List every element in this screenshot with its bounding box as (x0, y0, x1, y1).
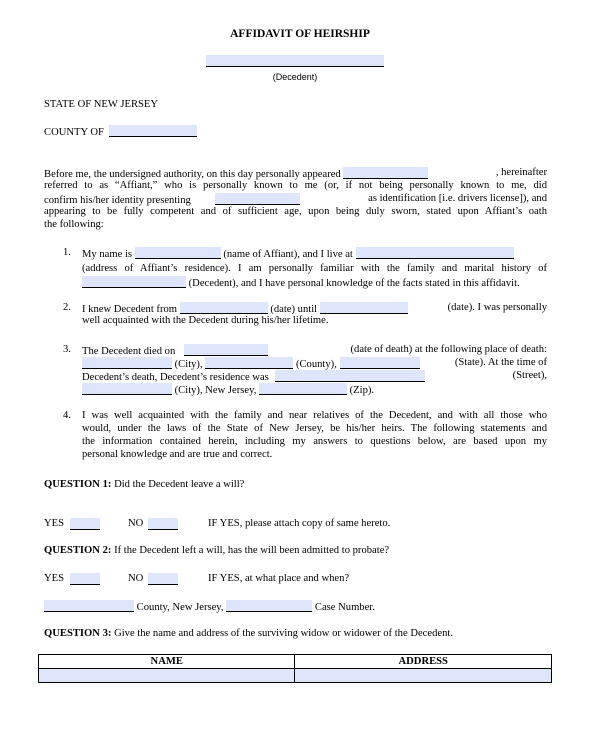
item-1-text-a: My name is (82, 249, 133, 260)
question-1-no-label: NO (128, 518, 144, 529)
item-4-line-1 (82, 410, 547, 422)
question-1-label: QUESTION 1: (44, 479, 112, 490)
probate-county-field[interactable] (44, 600, 134, 612)
question-2-text: If the Decedent left a will, has the will been admitted to probate? (114, 545, 390, 556)
question-3-label: QUESTION 3: (44, 628, 112, 639)
item-3-number: 3. (63, 344, 71, 355)
affiant-name-field[interactable] (135, 247, 221, 259)
intro-text-1a: Before me, the undersigned authority, on this day personally appeared (44, 169, 341, 180)
question-1-text: Did the Decedent leave a will? (114, 479, 245, 490)
question-2-yes-label: YES (44, 573, 65, 584)
item-1-number: 1. (63, 247, 71, 258)
state-line: STATE OF NEW JERSEY (44, 99, 159, 110)
decedent-name-field[interactable] (206, 55, 384, 67)
address-column-header: ADDRESS (295, 655, 552, 669)
residence-zip-field[interactable] (259, 383, 347, 395)
item-4-text-3: the information contained herein, including my answers to questions below, are based upon my (82, 436, 547, 447)
death-city-field[interactable] (82, 357, 172, 369)
item-2-line-2 (82, 315, 329, 327)
item-1-text-b: (name of Affiant), and I live at (223, 249, 353, 260)
item-4-line-2 (82, 423, 547, 435)
county-field[interactable] (109, 125, 197, 137)
question-2 (44, 545, 389, 557)
question-1-ifyes: IF YES, please attach copy of same hereto. (208, 518, 391, 529)
item-2-line-1 (82, 302, 547, 316)
question-1 (44, 479, 244, 491)
item-3-text-f: Decedent’s death, Decedent’s residence was (82, 372, 269, 383)
decedent-label: (Decedent) (272, 72, 318, 82)
question-2-label: QUESTION 2: (44, 545, 112, 556)
question-1-yes-label: YES (44, 518, 65, 529)
item-4-line-3 (82, 436, 547, 448)
intro-text-2: referred to as “Affiant,” who is personally known to me (or, if not being personally known to me, did (44, 180, 547, 191)
question-2-no-field[interactable] (148, 573, 178, 585)
intro-line-5 (44, 219, 104, 231)
question-3-text: Give the name and address of the surviving widow or widower of the Decedent. (114, 628, 453, 639)
document-title: AFFIDAVIT OF HEIRSHIP (230, 28, 370, 40)
intro-text-3a: confirm his/her identity presenting (44, 195, 191, 206)
item-2-text-b: (date) until (270, 304, 318, 315)
item-1-text-c: (address of Affiant’s residence). I am personally familiar with the family and marital history of (82, 263, 547, 274)
intro-line-2 (44, 180, 547, 192)
county-label: COUNTY OF (44, 127, 104, 138)
item-4-number: 4. (63, 410, 71, 421)
date-of-death-field[interactable] (184, 344, 268, 356)
residence-city-field[interactable] (82, 383, 172, 395)
identification-field[interactable] (215, 193, 300, 205)
item-2-text-a: I knew Decedent from (82, 304, 178, 315)
question-2-ifyes: IF YES, at what place and when? (208, 573, 350, 584)
item-3-text-b: (date of death) at the following place of death: (350, 344, 547, 355)
item-3-line-4 (82, 383, 374, 397)
item-1-line-1 (82, 247, 547, 261)
probate-case-text: Case Number. (314, 602, 375, 613)
question-1-yes-field[interactable] (70, 518, 100, 530)
question-2-yes-field[interactable] (70, 573, 100, 585)
item-4-text-4: personal knowledge and are true and correct. (82, 449, 273, 460)
item-3-text-c: (City), (174, 359, 203, 370)
table-row (39, 669, 552, 683)
date-until-field[interactable] (320, 302, 408, 314)
intro-text-1b: , hereinafter (495, 167, 547, 178)
question-1-no-field[interactable] (148, 518, 178, 530)
death-state-field[interactable] (340, 357, 420, 369)
widow-address-cell[interactable] (295, 669, 552, 683)
question-3 (44, 628, 453, 640)
item-3-line-3 (82, 370, 547, 384)
widow-table (38, 654, 552, 683)
item-3-text-h: (City), New Jersey, (174, 385, 257, 396)
item-3-text-g: (Street), (512, 370, 547, 381)
widow-name-cell[interactable] (39, 669, 295, 683)
item-1-line-3 (82, 276, 520, 290)
residence-street-field[interactable] (275, 370, 425, 382)
item-3-line-1 (82, 344, 547, 358)
item-3-text-a: The Decedent died on (82, 346, 176, 357)
intro-line-1 (44, 167, 547, 181)
probate-county-text: County, New Jersey, (136, 602, 224, 613)
item-3-text-d: (County), (295, 359, 337, 370)
item-3-text-e: (State). At the time of (454, 357, 547, 368)
intro-text-3b: as identification [i.e. drivers license]), and (368, 193, 547, 204)
item-2-text-c: (date). I was personally (447, 302, 547, 313)
affiant-appeared-field[interactable] (343, 167, 428, 179)
item-2-number: 2. (63, 302, 71, 313)
item-1-text-d: (Decedent), and I have personal knowledge of the facts stated in this affidavit. (188, 278, 520, 289)
item-4-text-2: would, under the laws of the State of New Jersey, be his/her heirs. The following statements and (82, 423, 547, 434)
decedent-field-item1[interactable] (82, 276, 186, 288)
probate-line (44, 600, 375, 614)
item-4-text-1: I was well acquainted with the family and near relatives of the Decedent, and with all those who (82, 410, 547, 421)
affiant-address-field[interactable] (356, 247, 514, 259)
intro-text-4: appearing to be fully competent and of sufficient age, upon being duly sworn, stated upon Affiant’s oath (44, 206, 547, 217)
intro-text-5: the following: (44, 219, 104, 230)
widow-table-header (39, 655, 552, 669)
item-4-line-4 (82, 449, 272, 461)
intro-line-3 (44, 193, 547, 207)
death-county-field[interactable] (205, 357, 293, 369)
item-2-text-d: well acquainted with the Decedent during his/her lifetime. (82, 315, 329, 326)
item-3-text-i: (Zip). (349, 385, 375, 396)
probate-case-field[interactable] (226, 600, 312, 612)
date-from-field[interactable] (180, 302, 268, 314)
intro-line-4 (44, 206, 547, 218)
question-2-no-label: NO (128, 573, 144, 584)
item-1-line-2 (82, 263, 547, 275)
county-line (44, 125, 197, 139)
name-column-header: NAME (39, 655, 295, 669)
item-3-line-2 (82, 357, 547, 371)
